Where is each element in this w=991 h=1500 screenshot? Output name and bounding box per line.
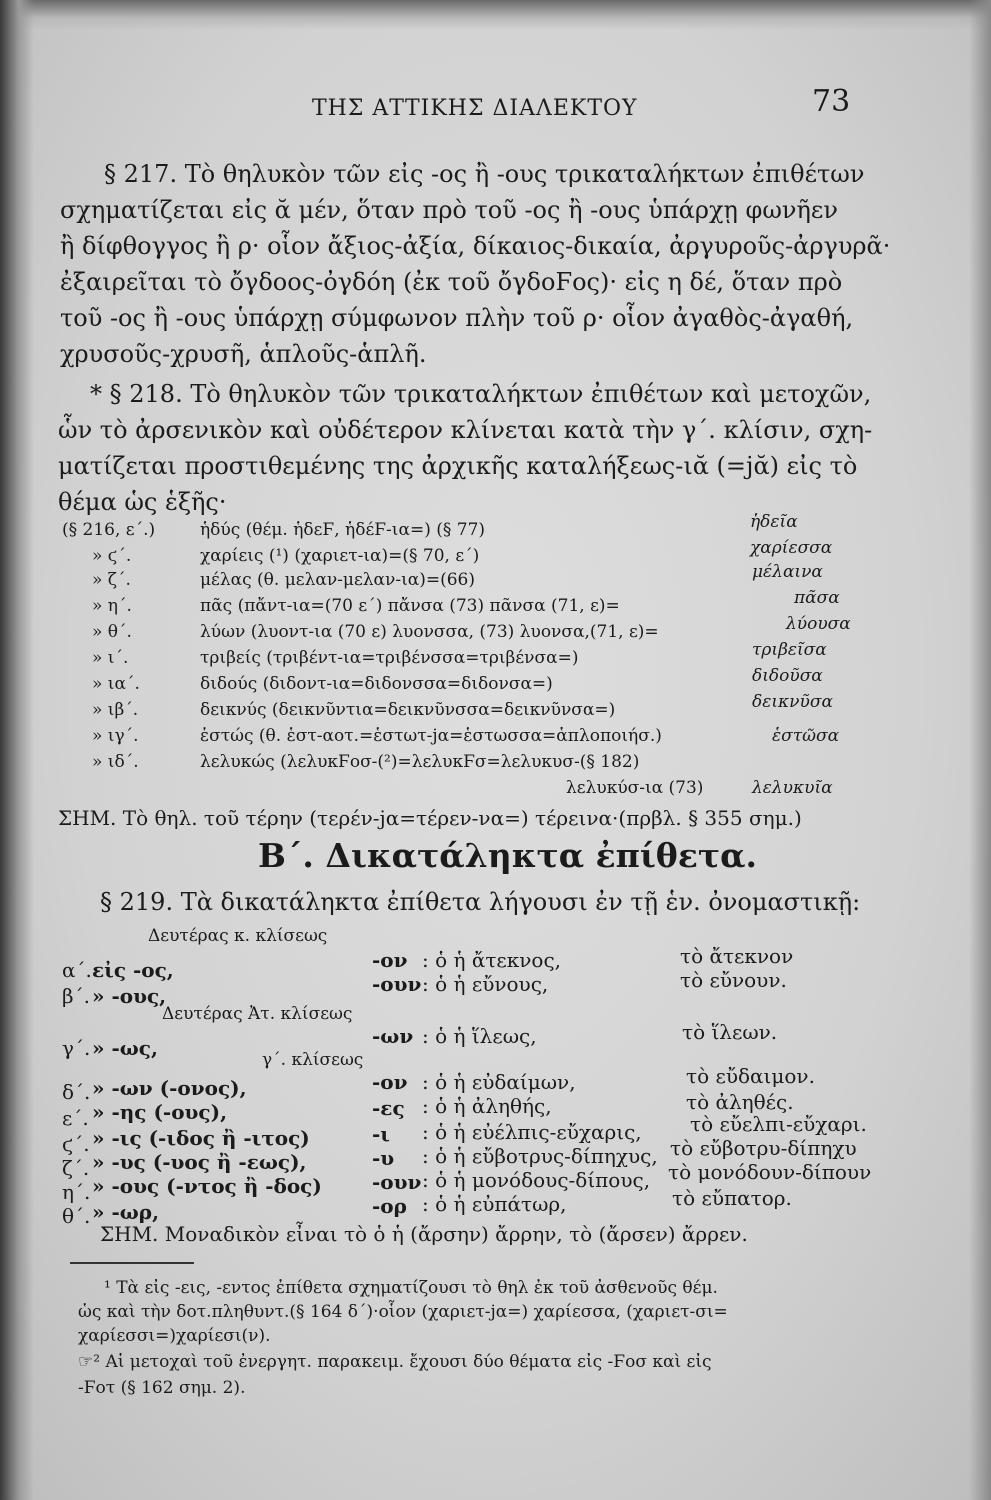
table-219-num: ζ΄. [62, 1156, 90, 1180]
table-219-num: η΄. [62, 1180, 91, 1204]
para-218-line: * § 218. Τὸ θηλυκὸν τῶν τρικαταλήκτων ἐπιθέτων καὶ μετοχῶν, [90, 380, 872, 408]
table-218-result: χαρίεσσα [750, 538, 833, 558]
page-shadow-top [0, 0, 991, 30]
table-219-num: α΄. [62, 958, 92, 982]
para-217-line: σχηματίζεται εἰς ᾰ μέν, ὅταν πρὸ τοῦ -ος ἢ -ους ὑπάρχῃ φωνῆεν [60, 196, 838, 224]
page-number: 73 [812, 84, 851, 119]
table-218-body: λελυκώς (λελυκϜοσ-(²)=λελυκϜσ=λελυκυσ-(§ 182) [200, 752, 640, 772]
table-218-result: ἑστῶσα [772, 726, 840, 746]
table-218-result: ἡδεῖα [750, 512, 798, 532]
para-217-line: τοῦ -ος ἢ -ους ὑπάρχῃ σύμφωνον πλὴν τοῦ ρ· οἷον ἀγαθὸς-ἀγαθή, [60, 304, 854, 332]
table-218-num: » ϛ΄. [92, 546, 132, 566]
table-218-body: χαρίεις (¹) (χαριετ-ια)=(§ 70, ε΄) [200, 546, 480, 566]
footnote-rule [70, 1262, 194, 1264]
para-219: § 219. Τὰ δικατάληκτα ἐπίθετα λήγουσι ἐν τῇ ἑν. ὀνομαστικῇ: [100, 888, 861, 916]
para-218-line: ὧν τὸ ἀρσενικὸν καὶ οὐδέτερον κλίνεται κατὰ τὴν γ΄. κλίσιν, σχη- [58, 416, 873, 444]
table-219-mid: -ες [372, 1096, 405, 1120]
declension-subheading: Δευτέρας Ἀτ. κλίσεως [162, 1004, 353, 1024]
para-218-line: θέμα ὡς ἑξῆς· [58, 488, 227, 516]
table-218-body: πᾶς (πἄντ-ια=(70 ε΄) πἄνσα (73) πᾶνσα (71, ε)= [200, 596, 620, 616]
table-219-masc: : ὁ ἡ εὐδαίμων, [422, 1070, 576, 1094]
table-219-neut: τὸ ἵλεων. [682, 1020, 778, 1044]
table-219-ending: » -ων (-ονος), [92, 1076, 247, 1100]
table-219-neut: τὸ ἄτεκνον [680, 944, 794, 968]
table-219-neut: τὸ εὔδαιμον. [686, 1064, 815, 1088]
table-218-num: » ιδ΄. [92, 752, 139, 772]
table-219-mid: -ι [372, 1122, 390, 1146]
table-219-ending: » -υς (-υος ἢ -εως), [92, 1150, 307, 1174]
table-219-masc: : ὁ ἡ εὔβοτρυς-δίπηχυς, [422, 1144, 658, 1168]
table-218-num: (§ 216, ε΄.) [62, 520, 156, 540]
table-219-ending: » -ους, [92, 984, 167, 1008]
table-219-ending: » -ους (-ντος ἢ -δος) [92, 1174, 322, 1198]
table-219-num: ϛ΄. [62, 1132, 90, 1156]
table-219-masc: : ὁ ἡ εὐέλπις-εὔχαρις, [422, 1120, 642, 1144]
table-218-result: τριβεῖσα [752, 640, 827, 660]
page-shadow-left [0, 0, 34, 1500]
running-title: ΤΗΣ ΑΤΤΙΚΗΣ ΔΙΑΛΕΚΤΟΥ [312, 96, 638, 121]
table-219-neut: τὸ μονόδουν-δίπουν [668, 1160, 872, 1184]
table-219-mid: -ον [372, 948, 408, 972]
table-219-neut: τὸ εὔπατορ. [672, 1186, 792, 1210]
table-218-num: » ια΄. [92, 674, 140, 694]
para-217-line: ἢ δίφθογγος ἢ ρ· οἷον ἄξιος-ἀξία, δίκαιος-δικαία, ἀργυροῦς-ἀργυρᾶ· [60, 232, 891, 260]
table-219-num: θ΄. [62, 1204, 91, 1228]
table-219-num: γ΄. [62, 1036, 91, 1060]
table-218-body: ἑστώς (θ. ἑστ-αοτ.=ἑστωτ-jα=ἑστωσσα=ἁπλοποιήσ.) [200, 726, 662, 746]
table-218-body: μέλας (θ. μελαν-μελαν-ια)=(66) [200, 570, 476, 590]
table-219-neut: τὸ εὔνουν. [680, 968, 787, 992]
table-219-masc: : ὁ ἡ εὐπάτωρ, [422, 1192, 567, 1216]
table-218-num: » ζ΄. [92, 570, 131, 590]
table-219-ending: » -ωρ, [92, 1200, 160, 1224]
table-219-num: ε΄. [62, 1106, 89, 1130]
table-218-num: » ι΄. [92, 648, 129, 668]
table-218-result: διδοῦσα [752, 666, 823, 686]
para-217-line: § 217. Τὸ θηλυκὸν τῶν εἰς -ος ἢ -ους τρικαταλήκτων ἐπιθέτων [104, 160, 865, 188]
table-218-result: πᾶσα [794, 588, 840, 608]
table-219-num: β΄. [62, 984, 90, 1008]
table-219-num: δ΄. [62, 1080, 91, 1104]
table-218-body: τριβείς (τριβέντ-ια=τριβένσσα=τριβένσα=) [200, 648, 579, 668]
table-219-ending: εἰς -ος, [92, 958, 174, 982]
note-219: ΣΗΜ. Μοναδικὸν εἶναι τὸ ὁ ἡ (ἄρσην) ἄρρην, τὸ (ἄρσεν) ἄρρεν. [100, 1222, 748, 1246]
table-219-ending: » -ις (-ιδος ἢ -ιτος) [92, 1126, 310, 1150]
page-shadow-right [969, 0, 991, 1500]
table-219-neut: τὸ εὔβοτρυ-δίπηχυ [670, 1136, 857, 1160]
footnote-line: ☞² Αἱ μετοχαὶ τοῦ ἐνεργητ. παρακειμ. ἔχουσι δύο θέματα εἰς -Ϝοσ καὶ εἰς [78, 1352, 712, 1372]
footnote-line: χαρίεσσι=)χαρίεσι(ν). [78, 1326, 271, 1346]
table-219-mid: -ων [372, 1024, 414, 1048]
table-219-masc: : ὁ ἡ ἀληθής, [422, 1094, 552, 1118]
footnote-line: ὡς καὶ τὴν δοτ.πληθυντ.(§ 164 δ΄)·οἷον (χαριετ-jα=) χαρίεσσα, (χαριετ-σι= [78, 1302, 728, 1322]
declension-subheading: γ΄. κλίσεως [262, 1050, 364, 1070]
table-219-masc: : ὁ ἡ ἄτεκνος, [422, 948, 562, 972]
footnote-line: ¹ Τὰ εἰς -εις, -εντος ἐπίθετα σχηματίζουσι τὸ θηλ ἐκ τοῦ ἀσθενοῦς θέμ. [104, 1278, 718, 1298]
note-218: ΣΗΜ. Τὸ θηλ. τοῦ τέρην (τερέν-jα=τέρεν-να=) τέρεινα·(πρβλ. § 355 σημ.) [58, 806, 802, 830]
table-218-body: λελυκύσ-ια (73) [566, 778, 704, 798]
table-218-result: μέλαινα [752, 562, 823, 582]
table-219-neut: τὸ εὔελπι-εὔχαρι. [690, 1112, 867, 1136]
table-218-body: λύων (λυοντ-ια (70 ε) λυονσσα, (73) λυονσα,(71, ε)= [200, 622, 659, 642]
table-219-mid: -ον [372, 1070, 408, 1094]
table-218-num: » θ΄. [92, 622, 132, 642]
table-218-num: » ιγ΄. [92, 726, 139, 746]
table-219-neut: τὸ ἀληθές. [686, 1090, 794, 1114]
table-219-mid: -υ [372, 1146, 395, 1170]
declension-subheading: Δευτέρας κ. κλίσεως [148, 926, 328, 946]
table-219-masc: : ὁ ἡ ἵλεως, [422, 1024, 537, 1048]
table-219-ending: » -ης (-ους), [92, 1100, 228, 1124]
table-219-mid: -ουν [372, 972, 422, 996]
table-218-num: » ιβ΄. [92, 700, 139, 720]
footnote-line: -Ϝοτ (§ 162 σημ. 2). [78, 1378, 246, 1398]
para-217-line: χρυσοῦς-χρυσῆ, ἁπλοῦς-ἁπλῆ. [60, 340, 427, 368]
table-218-result: δεικνῦσα [752, 692, 833, 712]
section-heading: Β΄. Δικατάληκτα ἐπίθετα. [258, 836, 757, 875]
table-218-result: λύουσα [786, 614, 851, 634]
table-218-body: ἡδύς (θέμ. ἡδεϜ, ἡδέϜ-ια=) (§ 77) [200, 520, 486, 540]
table-218-num: » η΄. [92, 596, 132, 616]
table-218-body: δεικνύς (δεικνῦντια=δεικνῦνσσα=δεικνῦνσα=) [200, 700, 616, 720]
table-219-mid: -ουν [372, 1170, 422, 1194]
table-219-mid: -ορ [372, 1194, 407, 1218]
table-219-ending: » -ως, [92, 1036, 158, 1060]
para-217-line: ἐξαιρεῖται τὸ ὄγδοος-ὀγδόη (ἐκ τοῦ ὄγδοϜος)· εἰς η δέ, ὅταν πρὸ [60, 268, 843, 296]
table-219-masc: : ὁ ἡ εὔνους, [422, 972, 549, 996]
table-219-masc: : ὁ ἡ μονόδους-δίπους, [422, 1168, 651, 1192]
table-218-result: λελυκυῖα [752, 778, 833, 798]
para-218-line: ματίζεται προστιθεμένης της ἀρχικῆς καταλήξεως-ιᾰ (=jᾰ) εἰς τὸ [58, 452, 858, 480]
table-218-body: διδούς (διδοντ-ια=διδονσσα=διδονσα=) [200, 674, 553, 694]
